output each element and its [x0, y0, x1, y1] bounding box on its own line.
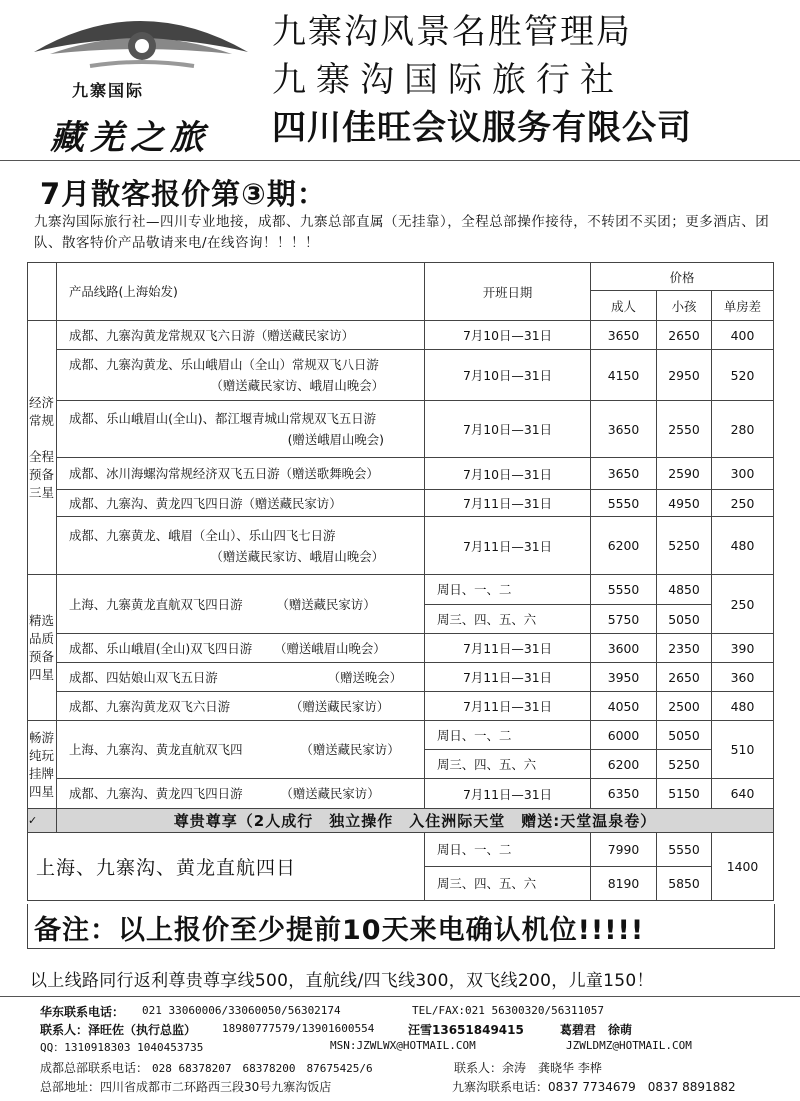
org-line-2: 九寨沟国际旅行社: [272, 60, 624, 100]
start-date: 周日、一、二: [425, 575, 591, 605]
rebate-text: 以上线路同行返利尊贵尊享线500，直航线/四飞线300，双飞线200，儿童150！: [30, 971, 654, 991]
start-date: 周三、四、五、六: [425, 605, 591, 634]
single-supplement: 480: [712, 692, 774, 721]
product-name: 成都、九寨沟、黄龙四飞四日游（赠送藏民家访）: [57, 490, 425, 517]
table-row: [28, 634, 774, 663]
single-supplement: 400: [712, 321, 774, 350]
start-date: 7月11日—31日: [425, 692, 591, 721]
single-supplement: 250: [712, 575, 774, 634]
start-date: 7月11日—31日: [425, 517, 591, 575]
table-row: [28, 350, 774, 401]
child-price: 5050: [657, 605, 712, 634]
contact-2: 汪雪13651849415: [408, 1023, 524, 1037]
start-date: 7月10日—31日: [425, 458, 591, 490]
child-price: 5250: [657, 750, 712, 779]
single-supplement: 280: [712, 401, 774, 458]
table-row: [28, 458, 774, 490]
header-adult: 成人: [591, 291, 657, 321]
logo: [22, 8, 262, 156]
adult-price: 6000: [591, 721, 657, 750]
product-name: 成都、九寨沟黄龙双飞六日游 （赠送藏民家访）: [57, 692, 425, 721]
product-name: 上海、九寨黄龙直航双飞四日游 （赠送藏民家访）: [57, 575, 425, 634]
vip-banner-row: [28, 809, 774, 833]
note-text: 备注：以上报价至少提前10天来电确认机位!!!!!: [34, 915, 645, 946]
single-supplement: 640: [712, 779, 774, 809]
table-row: [28, 833, 774, 867]
contact-3: 葛碧君 徐萌: [560, 1023, 633, 1037]
east-phone-label: 华东联系电话：: [40, 1005, 125, 1019]
product-name: 上海、九寨沟、黄龙直航双飞四 （赠送藏民家访）: [57, 721, 425, 779]
price-table: [27, 262, 774, 901]
vip-mark: ✓: [28, 809, 57, 833]
header-product: 产品线路(上海始发): [57, 263, 425, 321]
table-row: [28, 721, 774, 750]
table-row: [28, 321, 774, 350]
adult-price: 6350: [591, 779, 657, 809]
child-price: 5250: [657, 517, 712, 575]
header-date: 开班日期: [425, 263, 591, 321]
tel-fax: TEL/FAX:021 56300320/56311057: [412, 1004, 605, 1017]
product-name: 成都、乐山峨眉(全山)双飞四日游 （赠送峨眉山晚会）: [57, 634, 425, 663]
adult-price: 5550: [591, 575, 657, 605]
table-row: [28, 490, 774, 517]
contact-footer: [0, 996, 800, 1101]
product-name: 成都、乐山峨眉山(全山)、都江堰青城山常规双飞五日游 (赠送峨眉山晚会): [57, 401, 425, 458]
adult-price: 6200: [591, 517, 657, 575]
contact-label: 联系人：泽旺佐（执行总监）: [40, 1023, 197, 1037]
eye-logo-icon: [30, 8, 252, 78]
product-name: 成都、九寨沟黄龙、乐山峨眉山（全山）常规双飞八日游 （赠送藏民家访、峨眉山晚会）: [57, 350, 425, 401]
header-divider: [0, 160, 800, 161]
start-date: 7月10日—31日: [425, 321, 591, 350]
category-leisure: 畅游 纯玩 挂牌 四星: [28, 721, 57, 809]
chengdu-phones: 028 68378207 68378200 87675425/6: [152, 1062, 373, 1075]
single-supplement: 520: [712, 350, 774, 401]
vip-banner: 尊贵尊享（2人成行 独立操作 入住洲际天堂 赠送:天堂温泉卷）: [57, 809, 774, 833]
single-supplement: 250: [712, 490, 774, 517]
booking-note: [27, 904, 775, 949]
logo-text: 九寨国际: [72, 81, 145, 100]
adult-price: 4150: [591, 350, 657, 401]
page-title: 7月散客报价第③期：: [40, 177, 327, 211]
logo-script: 藏羌之旅: [50, 118, 210, 158]
adult-price: 3650: [591, 458, 657, 490]
header-single: 单房差: [712, 291, 774, 321]
table-row: [28, 692, 774, 721]
table-row: [28, 779, 774, 809]
table-row: [28, 517, 774, 575]
child-price: 2590: [657, 458, 712, 490]
start-date: 周三、四、五、六: [425, 750, 591, 779]
intro-text: 九寨沟国际旅行社—四川专业地接，成都、九寨总部直属（无挂靠），全程总部操作接待，不转团不买团；更多酒店、团队、散客特价产品敬请来电/在线咨询！！！！: [34, 214, 770, 251]
category-quality: 精选 品质 预备 四星: [28, 575, 57, 721]
msn-address: MSN:JZWLWX@HOTMAIL.COM: [330, 1039, 476, 1052]
start-date: 周日、一、二: [425, 833, 591, 867]
hq-address: 总部地址：四川省成都市二环路西三段30号九寨沟饭店: [40, 1080, 332, 1094]
product-name: 成都、四姑娘山双飞五日游 （赠送晚会）: [57, 663, 425, 692]
single-supplement: 1400: [712, 833, 774, 901]
product-name: 成都、九寨沟、黄龙四飞四日游 （赠送藏民家访）: [57, 779, 425, 809]
single-supplement: 360: [712, 663, 774, 692]
start-date: 7月11日—31日: [425, 490, 591, 517]
table-row: [28, 575, 774, 605]
header-price: 价格: [591, 263, 774, 291]
start-date: 7月11日—31日: [425, 634, 591, 663]
adult-price: 4050: [591, 692, 657, 721]
adult-price: 3950: [591, 663, 657, 692]
email-address: JZWLDMZ@HOTMAIL.COM: [566, 1039, 692, 1052]
child-price: 4850: [657, 575, 712, 605]
child-price: 2550: [657, 401, 712, 458]
child-price: 2650: [657, 663, 712, 692]
start-date: 周三、四、五、六: [425, 867, 591, 901]
category-header: [28, 263, 57, 321]
start-date: 7月11日—31日: [425, 663, 591, 692]
header-child: 小孩: [657, 291, 712, 321]
single-supplement: 510: [712, 721, 774, 779]
adult-price: 7990: [591, 833, 657, 867]
single-supplement: 390: [712, 634, 774, 663]
child-price: 5150: [657, 779, 712, 809]
child-price: 4950: [657, 490, 712, 517]
letterhead: [0, 0, 800, 158]
east-phones: 021 33060006/33060050/56302174: [142, 1004, 341, 1017]
child-price: 5550: [657, 833, 712, 867]
child-price: 2650: [657, 321, 712, 350]
chengdu-phone-label: 成都总部联系电话：: [40, 1061, 149, 1075]
product-name: 成都、九寨黄龙、峨眉（全山）、乐山四飞七日游 （赠送藏民家访、峨眉山晚会）: [57, 517, 425, 575]
start-date: 7月10日—31日: [425, 401, 591, 458]
child-price: 2500: [657, 692, 712, 721]
table-row: [28, 663, 774, 692]
adult-price: 5750: [591, 605, 657, 634]
org-line-1: 九寨沟风景名胜管理局: [272, 12, 632, 52]
category-economy: 经济 常规 全程 预备 三星: [28, 321, 57, 575]
start-date: 周日、一、二: [425, 721, 591, 750]
product-name: 成都、九寨沟黄龙常规双飞六日游（赠送藏民家访）: [57, 321, 425, 350]
table-row: [28, 401, 774, 458]
adult-price: 3650: [591, 321, 657, 350]
qq-numbers: QQ：1310918303 1040453735: [40, 1041, 204, 1054]
single-supplement: 480: [712, 517, 774, 575]
single-supplement: 300: [712, 458, 774, 490]
org-line-3: 四川佳旺会议服务有限公司: [272, 108, 692, 148]
adult-price: 3600: [591, 634, 657, 663]
adult-price: 8190: [591, 867, 657, 901]
vip-product-name: 上海、九寨沟、黄龙直航四日: [28, 833, 425, 901]
child-price: 5850: [657, 867, 712, 901]
child-price: 5050: [657, 721, 712, 750]
org-names: [272, 8, 692, 152]
adult-price: 5550: [591, 490, 657, 517]
child-price: 2350: [657, 634, 712, 663]
start-date: 7月11日—31日: [425, 779, 591, 809]
start-date: 7月10日—31日: [425, 350, 591, 401]
adult-price: 6200: [591, 750, 657, 779]
child-price: 2950: [657, 350, 712, 401]
product-name: 成都、冰川海螺沟常规经济双飞五日游（赠送歌舞晚会）: [57, 458, 425, 490]
contact-phones: 18980777579/13901600554: [222, 1022, 375, 1035]
chengdu-contacts: 联系人：余涛 龚晓华 李桦: [454, 1061, 602, 1075]
adult-price: 3650: [591, 401, 657, 458]
jiuzhaigou-phones: 九寨沟联系电话：0837 7734679 0837 8891882: [452, 1080, 736, 1094]
